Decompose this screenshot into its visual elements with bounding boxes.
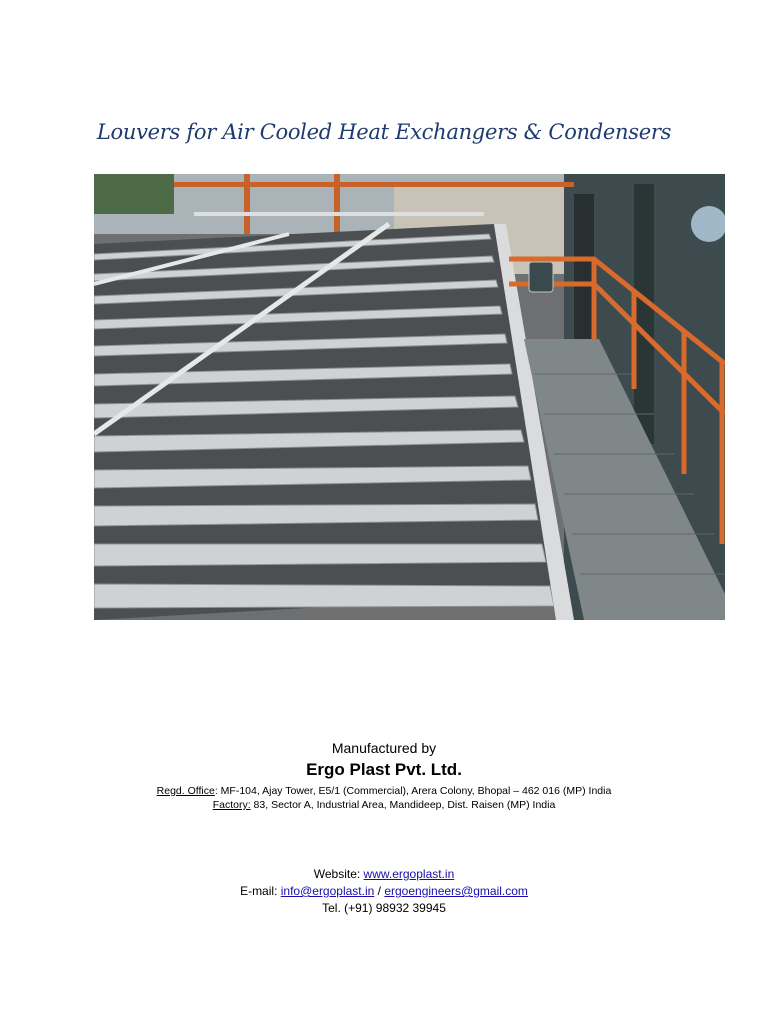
telephone-line: Tel. (+91) 98932 39945 <box>322 901 446 915</box>
manufactured-by-label: Manufactured by <box>331 740 437 756</box>
document-title: Louvers for Air Cooled Heat Exchangers & Condensers <box>96 120 672 144</box>
email-link-ergoengineers[interactable]: ergoengineers@gmail.com <box>384 884 528 898</box>
website-label: Website: <box>313 867 364 881</box>
company-name: Ergo Plast Pvt. Ltd. <box>306 760 462 779</box>
factory-label: Factory: <box>212 799 251 811</box>
regd-office-label: Regd. Office <box>156 785 215 797</box>
factory-line <box>0 799 768 811</box>
regd-office-address: : MF-104, Ajay Tower, E5/1 (Commercial), Arera Colony, Bhopal – 462 016 (MP) India <box>214 785 612 797</box>
email-line <box>0 884 768 898</box>
email-link-info[interactable]: info@ergoplast.in <box>280 884 375 898</box>
factory-address: 83, Sector A, Industrial Area, Mandideep, Dist. Raisen (MP) India <box>250 799 556 811</box>
regd-office-line <box>0 785 768 797</box>
email-separator: / <box>374 884 385 898</box>
website-link[interactable]: www.ergoplast.in <box>363 867 455 881</box>
louver-photo <box>94 174 725 620</box>
louver-photo-drawing <box>94 174 725 620</box>
email-label: E-mail: <box>240 884 281 898</box>
website-line <box>0 867 768 881</box>
